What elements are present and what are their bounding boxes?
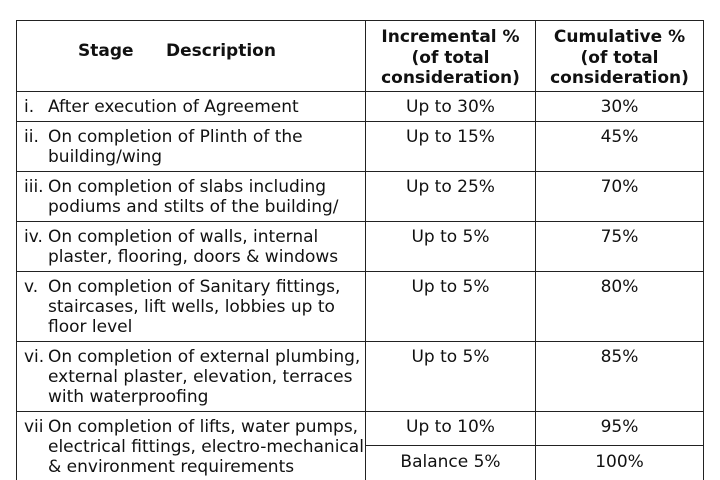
stage-number: iii. xyxy=(24,177,44,197)
header-cumulative-line3: consideration) xyxy=(550,68,689,88)
row-divider xyxy=(16,271,704,272)
row-divider xyxy=(16,411,704,412)
stage-description: building/wing xyxy=(48,147,163,167)
table-border-top xyxy=(16,20,704,21)
cumulative-cell: 85% xyxy=(600,347,639,367)
table-border-right xyxy=(703,20,704,480)
stage-number: v. xyxy=(24,277,39,297)
incremental-cell: Up to 5% xyxy=(411,277,490,297)
stage-description: floor level xyxy=(48,317,133,337)
header-incremental-line2: (of total xyxy=(411,48,490,68)
stage-number: vii xyxy=(24,417,44,437)
cumulative-cell: 70% xyxy=(600,177,639,197)
stage-description: On completion of lifts, water pumps, xyxy=(48,417,359,437)
table-border-left xyxy=(16,20,17,480)
row-divider xyxy=(16,171,704,172)
column-divider xyxy=(535,20,536,480)
header-incremental-line3: consideration) xyxy=(381,68,520,88)
incremental-cell: Up to 5% xyxy=(411,347,490,367)
stage-description: electrical fittings, electro-mechanical xyxy=(48,437,364,457)
stage-description: staircases, lift wells, lobbies up to xyxy=(48,297,335,317)
header-description: Description xyxy=(166,41,276,61)
stage-number: i. xyxy=(24,97,35,117)
balance-incremental-cell: Balance 5% xyxy=(400,452,501,472)
incremental-cell: Up to 30% xyxy=(406,97,495,117)
header-stage: Stage xyxy=(78,41,134,61)
stage-description: On completion of external plumbing, xyxy=(48,347,361,367)
stage-description: After execution of Agreement xyxy=(48,97,299,117)
cumulative-cell: 95% xyxy=(600,417,639,437)
header-incremental-line1: Incremental % xyxy=(381,27,520,47)
balance-cumulative-cell: 100% xyxy=(595,452,644,472)
header-divider xyxy=(16,91,704,92)
incremental-cell: Up to 25% xyxy=(406,177,495,197)
incremental-cell: Up to 10% xyxy=(406,417,495,437)
header-cumulative-line2: (of total xyxy=(580,48,659,68)
cumulative-cell: 30% xyxy=(600,97,639,117)
stage-description: On completion of walls, internal xyxy=(48,227,319,247)
row-divider xyxy=(16,221,704,222)
stage-description: On completion of slabs including xyxy=(48,177,327,197)
header-cumulative-line1: Cumulative % xyxy=(553,27,686,47)
stage-description: On completion of Plinth of the xyxy=(48,127,303,147)
stage-number: vi. xyxy=(24,347,45,367)
stage-description: On completion of Sanitary fittings, xyxy=(48,277,341,297)
cumulative-cell: 80% xyxy=(600,277,639,297)
cumulative-cell: 75% xyxy=(600,227,639,247)
stage-description: podiums and stilts of the building/ xyxy=(48,197,339,217)
stage-number: ii. xyxy=(24,127,39,147)
incremental-cell: Up to 15% xyxy=(406,127,495,147)
cumulative-cell: 45% xyxy=(600,127,639,147)
stage-description: plaster, flooring, doors & windows xyxy=(48,247,339,267)
stage-description: with waterproofing xyxy=(48,387,209,407)
stage-description: external plaster, elevation, terraces xyxy=(48,367,353,387)
row-divider xyxy=(16,121,704,122)
row-divider xyxy=(16,341,704,342)
incremental-cell: Up to 5% xyxy=(411,227,490,247)
stage-description: & environment requirements xyxy=(48,457,295,477)
column-divider xyxy=(365,20,366,480)
stage-number: iv. xyxy=(24,227,43,247)
